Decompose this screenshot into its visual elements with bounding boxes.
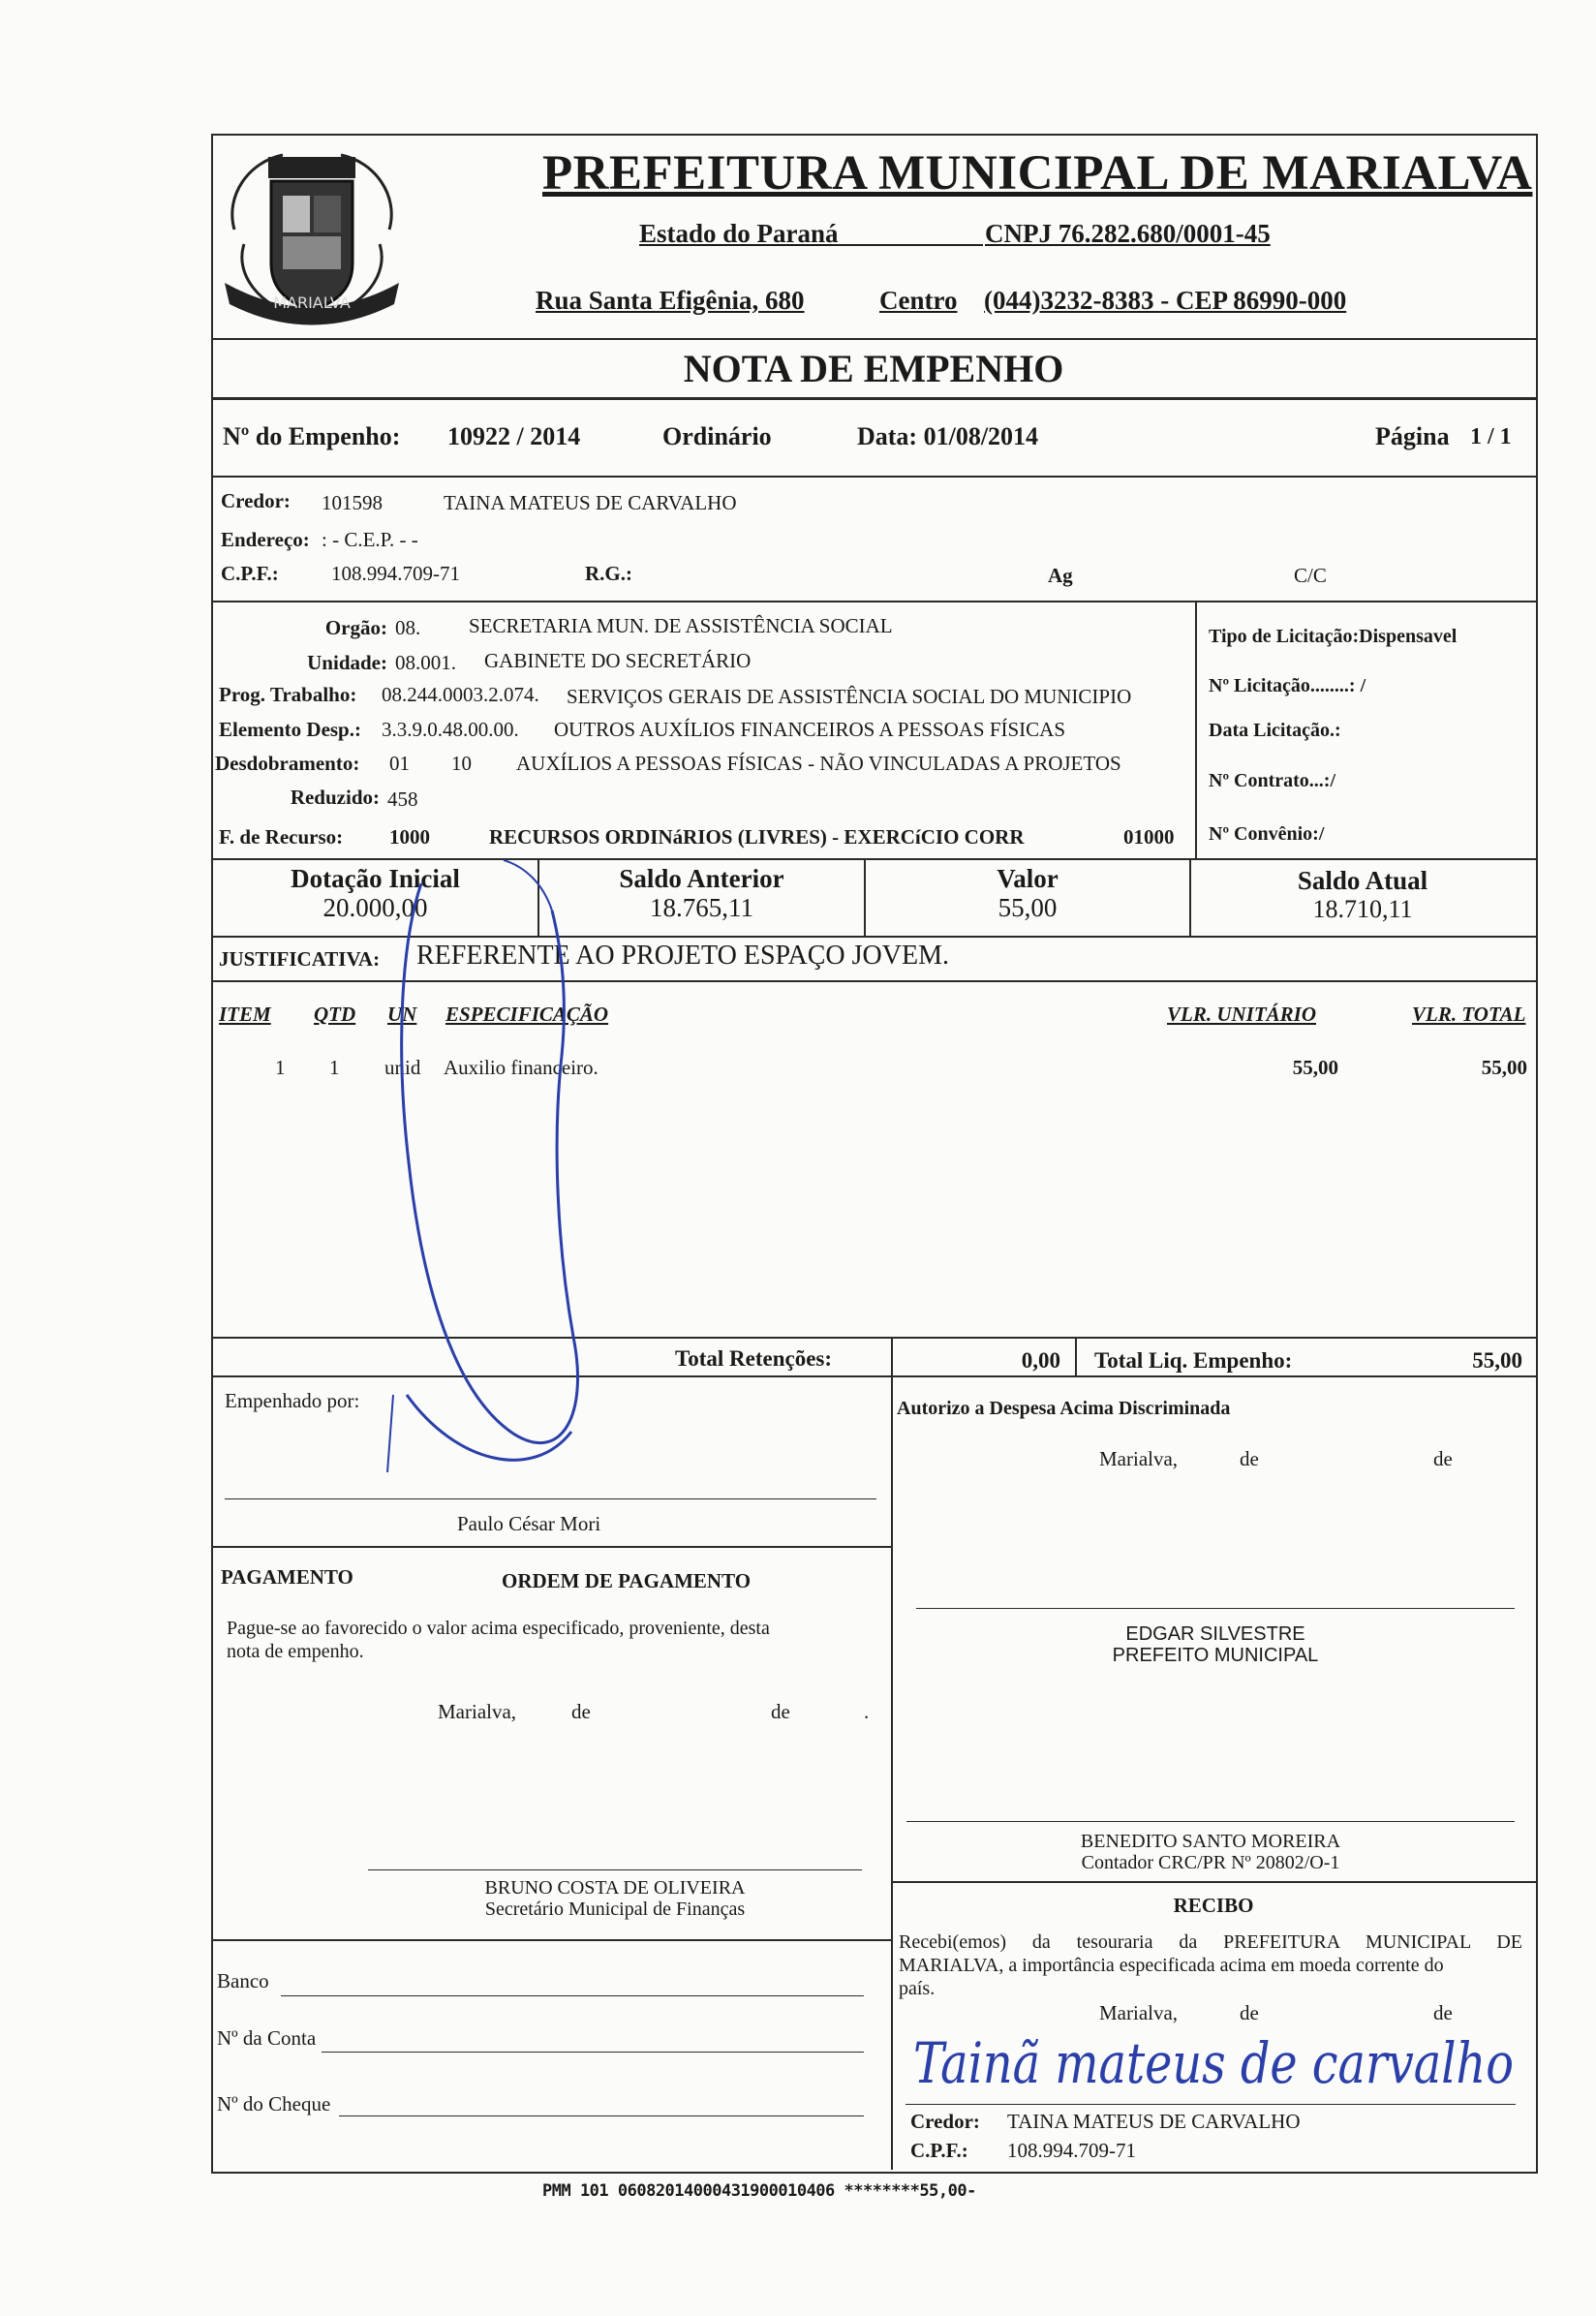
desd-code2: 10: [451, 752, 472, 775]
cpf-label: C.P.F.:: [221, 562, 279, 585]
saldo-anterior-label: Saldo Anterior: [619, 864, 784, 893]
divider: [211, 476, 1536, 478]
recibo-cpf-value: 108.994.709-71: [1007, 2139, 1136, 2162]
cheque-label: Nº do Cheque: [217, 2092, 331, 2115]
pagamento-text2: nota de empenho.: [227, 1641, 364, 1662]
justificativa-label: JUSTIFICATIVA:: [219, 947, 381, 971]
signature-line: [916, 1608, 1515, 1609]
empenhado-label: Empenhado por:: [225, 1389, 360, 1412]
valor-label: Valor: [997, 864, 1059, 893]
retencoes-label: Total Retenções:: [675, 1346, 833, 1371]
justificativa-text: REFERENTE AO PROJETO ESPAÇO JOVEM.: [416, 941, 949, 971]
banco-line: [281, 1995, 864, 1996]
pagamento-place: Marialva,: [438, 1700, 517, 1723]
header-title: PREFEITURA MUNICIPAL DE MARIALVA: [542, 146, 1533, 201]
credor-code: 101598: [322, 491, 383, 514]
header-state: Estado do Paraná: [639, 219, 839, 248]
contador-name: BENEDITO SANTO MOREIRA: [1080, 1831, 1341, 1852]
prog-code: 08.244.0003.2.074.: [382, 683, 539, 706]
retencoes-value: 0,00: [1021, 1348, 1060, 1373]
pagamento-de2: de: [771, 1700, 790, 1723]
desd-code1: 01: [389, 752, 410, 775]
saldo-atual-value: 18.710,11: [1312, 895, 1413, 923]
prefeito-name: EDGAR SILVESTRE: [1125, 1623, 1305, 1645]
divider: [891, 1881, 1536, 1883]
pen-loop-mark: [368, 852, 620, 1492]
municipal-seal: [215, 138, 409, 341]
header-cnpj: CNPJ 76.282.680/0001-45: [985, 219, 1271, 248]
empenho-date: Data: 01/08/2014: [857, 422, 1039, 450]
signature-text: Tainã mateus de carvalho: [913, 2030, 1514, 2096]
desd-name: AUXÍLIOS A PESSOAS FÍSICAS - NÃO VINCULADAS A PROJETOS: [516, 752, 1121, 775]
recibo-credor-name: TAINA MATEUS DE CARVALHO: [1007, 2110, 1301, 2133]
divider: [211, 601, 1536, 602]
credor-label: Credor:: [221, 489, 291, 512]
col-total-header: VLR. TOTAL: [1412, 1003, 1526, 1026]
secretario-title: Secretário Municipal de Finanças: [484, 1899, 746, 1920]
signature-line: [225, 1498, 876, 1499]
unidade-code: 08.001.: [395, 651, 456, 674]
recibo-line1: Recebi(emos) da tesouraria da PREFEITURA MUNICIPAL DE: [899, 1931, 1522, 1953]
empenhado-name: Paulo César Mori: [457, 1512, 601, 1535]
autorizo-text: Autorizo a Despesa Acima Discriminada: [897, 1398, 1231, 1419]
autorizo-place: Marialva,: [1099, 1447, 1179, 1470]
signature-line: [906, 1821, 1515, 1822]
prog-name: SERVIÇOS GERAIS DE ASSISTÊNCIA SOCIAL DO MUNICIPIO: [567, 685, 1132, 708]
address-value: : - C.E.P. - -: [322, 528, 418, 551]
col-qtd-header: QTD: [314, 1003, 356, 1026]
recibo-title: RECIBO: [1173, 1894, 1254, 1917]
orgao-code: 08.: [395, 616, 421, 639]
col-item-header: ITEM: [219, 1003, 271, 1026]
recibo-credor-label: Credor:: [910, 2110, 980, 2133]
licitacao-tipo: Tipo de Licitação:Dispensavel: [1209, 626, 1458, 647]
credor-name: TAINA MATEUS DE CARVALHO: [444, 491, 737, 514]
row-unit-value: 55,00: [1292, 1056, 1338, 1079]
header-district: Centro: [879, 286, 958, 315]
signature-line: [368, 1869, 862, 1870]
col-unit-header: VLR. UNITÁRIO: [1167, 1003, 1317, 1026]
autorizo-de1: de: [1240, 1447, 1259, 1470]
ag-label: Ag: [1048, 564, 1073, 587]
empenho-number: 10922 / 2014: [447, 422, 581, 450]
elem-label: Elemento Desp.:: [219, 718, 361, 741]
pagamento-text1: Pague-se ao favorecido o valor acima especificado, proveniente, desta: [227, 1618, 770, 1639]
footer-code: PMM 101 06082014000431900010406 ********55,00-: [542, 2181, 976, 2201]
elem-code: 3.3.9.0.48.00.00.: [382, 718, 519, 741]
banco-label: Banco: [217, 1969, 269, 1992]
pagamento-label: PAGAMENTO: [221, 1565, 353, 1589]
licitacao-numero: Nº Licitação........: /: [1209, 675, 1366, 696]
conta-label: Nº da Conta: [217, 2026, 317, 2050]
unidade-name: GABINETE DO SECRETÁRIO: [484, 649, 752, 672]
reduzido-code: 458: [387, 787, 418, 811]
prefeito-title: PREFEITO MUNICIPAL: [1112, 1645, 1319, 1666]
rg-label: R.G.:: [585, 562, 632, 585]
conta-line: [322, 2052, 864, 2053]
secretario-name: BRUNO COSTA DE OLIVEIRA: [484, 1877, 746, 1899]
cheque-line: [339, 2115, 864, 2116]
recibo-cpf-label: C.P.F.:: [910, 2139, 968, 2162]
empenho-type: Ordinário: [662, 422, 772, 450]
pagamento-de1: de: [571, 1700, 591, 1723]
row-total-value: 55,00: [1481, 1056, 1527, 1079]
state-line: [833, 244, 983, 246]
divider: [211, 338, 1536, 340]
divider-vertical: [891, 1337, 893, 1375]
contador-title: Contador CRC/PR Nº 20802/O-1: [1081, 1852, 1340, 1873]
valor-value: 55,00: [998, 893, 1058, 922]
col-un-header: UN: [387, 1003, 417, 1026]
autorizo-de2: de: [1433, 1447, 1453, 1470]
divider: [211, 397, 1536, 400]
cpf-value: 108.994.709-71: [331, 562, 460, 585]
recibo-de2: de: [1433, 2001, 1453, 2024]
divider: [211, 1939, 891, 1941]
prog-label: Prog. Trabalho:: [219, 683, 357, 706]
liquido-value: 55,00: [1472, 1348, 1522, 1373]
reduzido-label: Reduzido:: [290, 786, 380, 809]
saldo-anterior-value: 18.765,11: [650, 893, 753, 922]
divider-vertical: [1075, 1337, 1077, 1375]
unidade-label: Unidade:: [307, 651, 387, 674]
elem-name: OUTROS AUXÍLIOS FINANCEIROS A PESSOAS FÍSICAS: [554, 718, 1066, 741]
fonte-code: 1000: [389, 825, 430, 849]
orgao-label: Orgão:: [324, 616, 387, 639]
dotacao-label: Dotação Inicial: [291, 864, 460, 893]
seal-text: MARIALVA: [273, 293, 351, 312]
header-street: Rua Santa Efigênia, 680: [536, 286, 805, 315]
cc-label: C/C: [1294, 564, 1327, 587]
saldo-atual-label: Saldo Atual: [1297, 866, 1428, 895]
signature-line: [905, 2104, 1516, 2105]
orgao-name: SECRETARIA MUN. DE ASSISTÊNCIA SOCIAL: [469, 614, 893, 637]
recibo-de1: de: [1240, 2001, 1259, 2024]
fonte-name: RECURSOS ORDINáRIOS (LIVRES) - EXERCíCIO CORR: [489, 825, 1025, 849]
col-spec-header: ESPECIFICAÇÃO: [445, 1003, 609, 1026]
header-phone-cep: (044)3232-8383 - CEP 86990-000: [984, 286, 1347, 315]
row-item: 1: [275, 1056, 286, 1079]
credor-signature: [905, 2023, 1525, 2100]
row-qtd: 1: [329, 1056, 340, 1079]
ordem-label: ORDEM DE PAGAMENTO: [502, 1569, 752, 1592]
doc-title: NOTA DE EMPENHO: [683, 347, 1064, 390]
period: .: [864, 1700, 870, 1723]
fonte-label: F. de Recurso:: [219, 825, 344, 849]
liquido-label: Total Liq. Empenho:: [1094, 1348, 1293, 1373]
fonte-code2: 01000: [1123, 825, 1175, 849]
divider: [211, 1546, 891, 1548]
divider-vertical: [1195, 601, 1197, 860]
licitacao-convenio: Nº Convênio:/: [1209, 823, 1325, 845]
licitacao-data: Data Licitação.:: [1209, 720, 1341, 741]
page-number: 1 / 1: [1470, 424, 1512, 449]
page-label: Página: [1375, 422, 1450, 450]
recibo-line2: MARIALVA, a importância especificada acima em moeda corrente do: [899, 1955, 1444, 1976]
dotacao-value: 20.000,00: [322, 893, 428, 922]
recibo-place: Marialva,: [1099, 2001, 1179, 2024]
row-spec: Auxilio financeiro.: [444, 1056, 598, 1079]
divider-vertical: [891, 1375, 893, 2170]
empenho-label: Nº do Empenho:: [223, 422, 401, 450]
recibo-line3: país.: [899, 1978, 936, 1999]
licitacao-contrato: Nº Contrato...:/: [1209, 770, 1336, 791]
row-un: unid: [384, 1056, 421, 1079]
desd-label: Desdobramento:: [215, 752, 360, 775]
address-label: Endereço:: [221, 528, 310, 551]
